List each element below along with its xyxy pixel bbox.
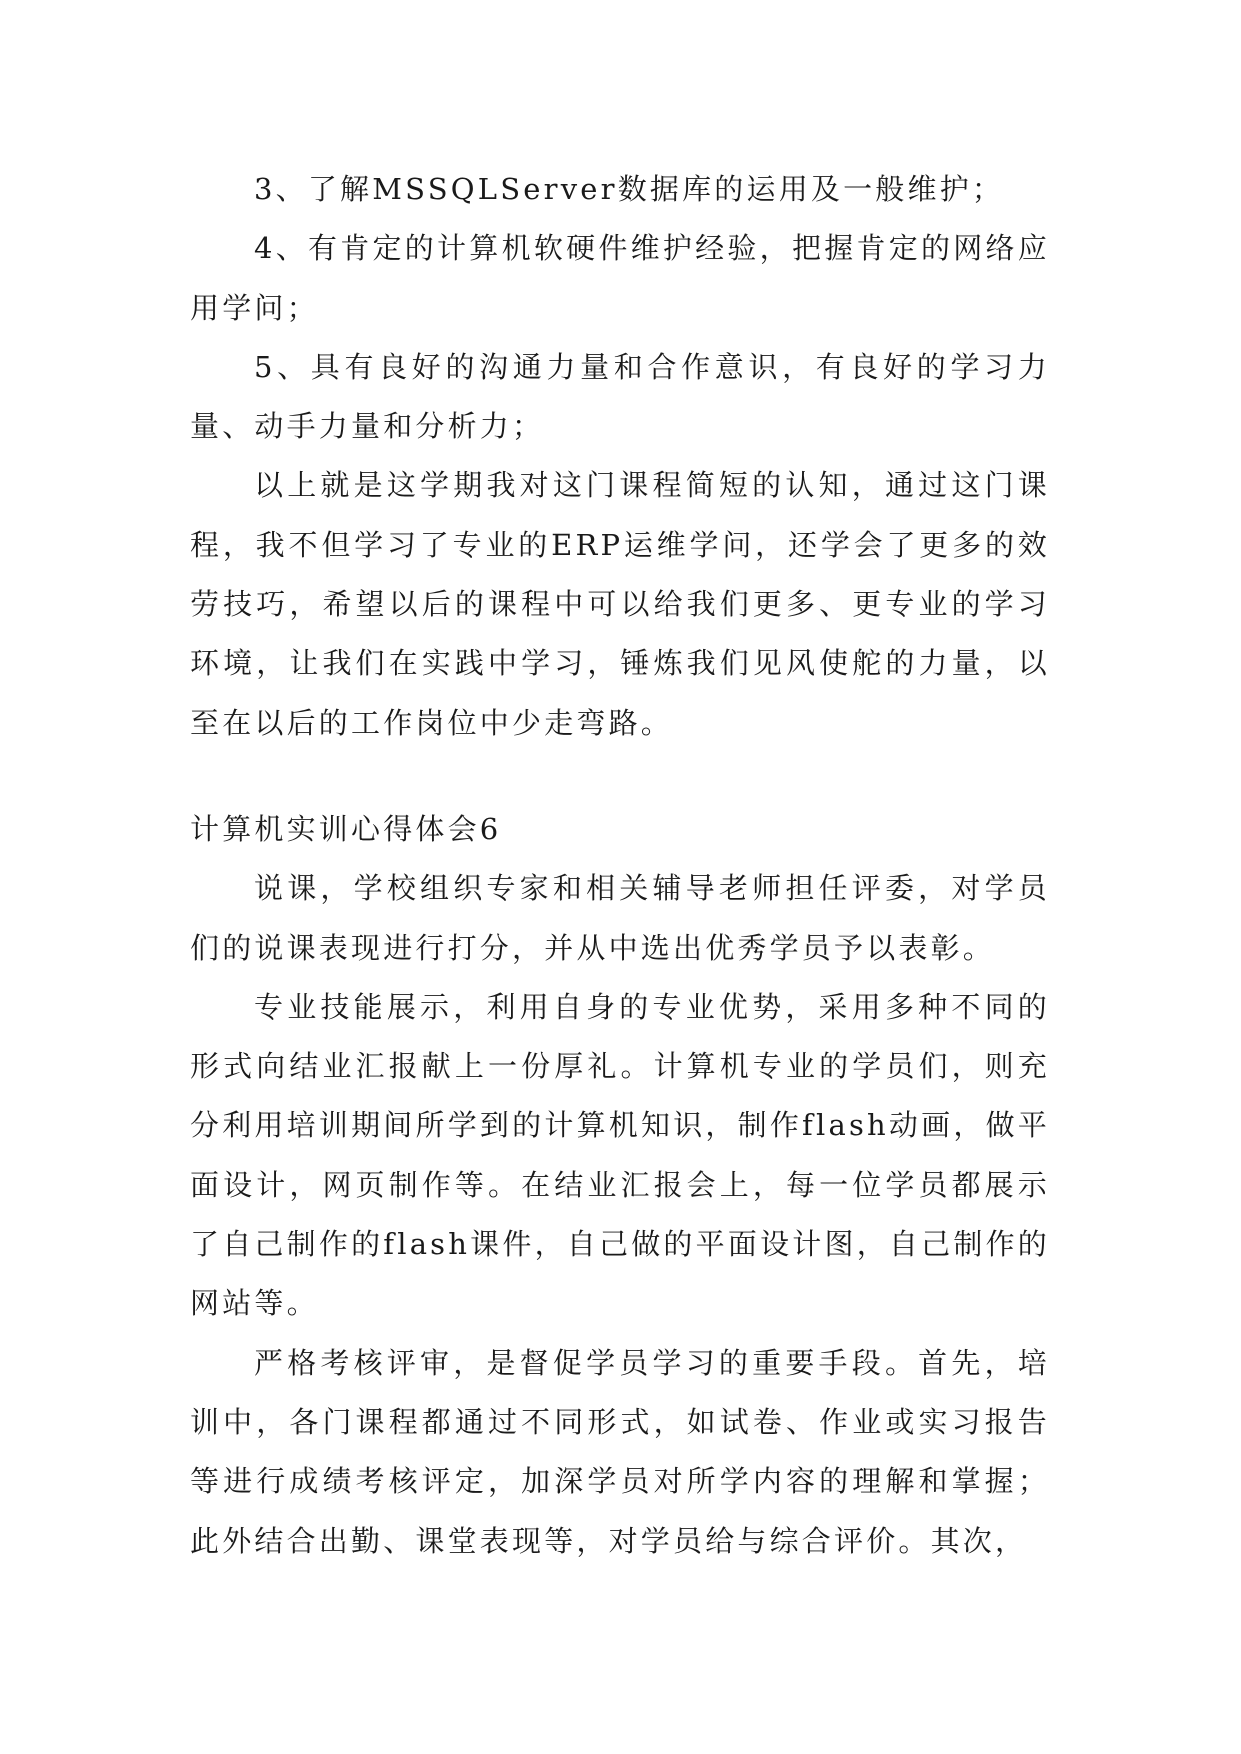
paragraph-item-3: 3、了解MSSQLServer数据库的运用及一般维护；: [254, 172, 1005, 206]
paragraph-summary: 以上就是这学期我对这门课程简短的认知，通过这门课程，我不但学习了专业的ERP运维学问，还学会了更多的效劳技巧，希望以后的课程中可以给我们更多、更专业的学习环境，让我们在实践中学习，锤炼我们见风使舵的力量，以至在以后的工作岗位中少走弯路。: [190, 468, 1050, 740]
section-title: 计算机实训心得体会6: [190, 811, 502, 846]
paragraph-assessment: 严格考核评审，是督促学员学习的重要手段。首先，培训中，各门课程都通过不同形式，如试卷、作业或实习报告等进行成绩考核评定，加深学员对所学内容的理解和掌握；此外结合出勤、课堂表现等，对学员给与综合评价。其次，: [190, 1345, 1050, 1558]
document-body: [190, 160, 1050, 1571]
paragraph-skills: 专业技能展示，利用自身的专业优势，采用多种不同的形式向结业汇报献上一份厚礼。计算机专业的学员们，则充分利用培训期间所学到的计算机知识，制作flash动画，做平面设计，网页制作等。在结业汇报会上，每一位学员都展示了自己制作的flash课件，自己做的平面设计图，自己制作的网站等。: [190, 989, 1050, 1321]
paragraph-item-5: 5、具有良好的沟通力量和合作意识，有良好的学习力量、动手力量和分析力；: [190, 349, 1050, 444]
paragraph-lecture: 说课，学校组织专家和相关辅导老师担任评委，对学员们的说课表现进行打分，并从中选出优秀学员予以表彰。: [190, 871, 1050, 965]
paragraph-item-4: 4、有肯定的计算机软硬件维护经验，把握肯定的网络应用学问；: [190, 231, 1050, 325]
